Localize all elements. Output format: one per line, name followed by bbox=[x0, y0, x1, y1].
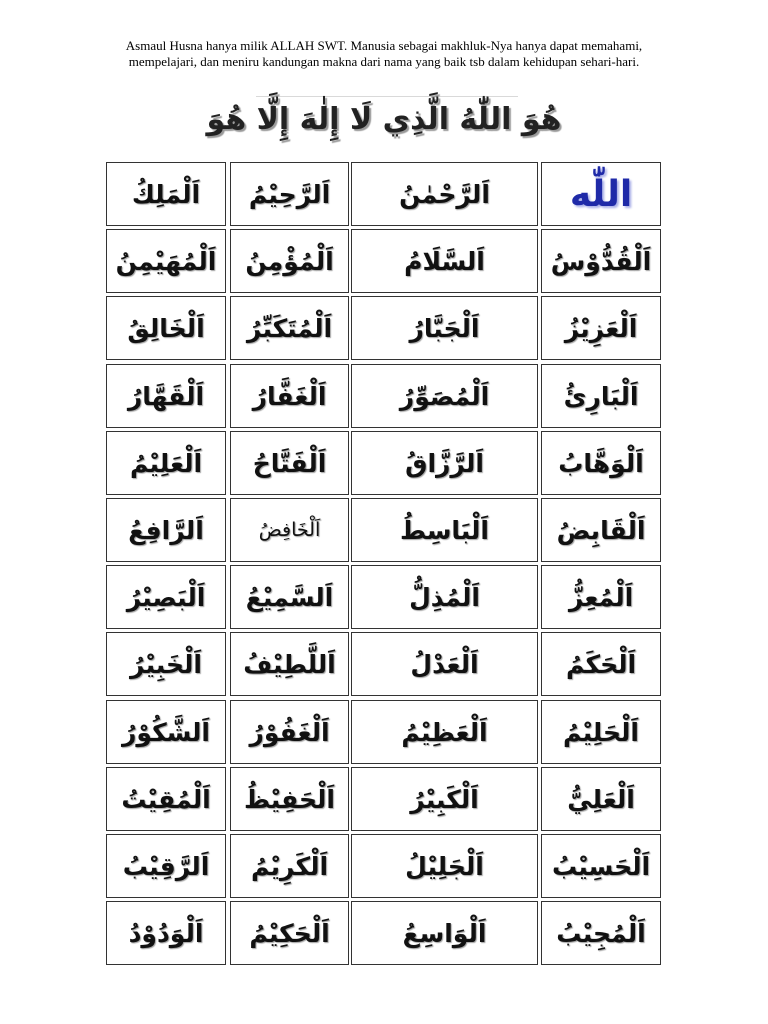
name-cell: اَللَّطِيْفُ bbox=[230, 632, 349, 696]
name-cell: اَلشَّكُوْرُ bbox=[106, 700, 226, 764]
name-cell: اَلْبَصِيْرُ bbox=[106, 565, 226, 629]
arabic-heading: هُوَ اللّٰهُ الَّذِي لَا إِلٰهَ إِلَّا هُوَ bbox=[206, 102, 562, 137]
name-cell: اَلْمُجِيْبُ bbox=[541, 901, 661, 965]
name-cell: اَلْعَزِيْزُ bbox=[541, 296, 661, 360]
name-cell: اَلْفَتَّاحُ bbox=[230, 431, 349, 495]
name-cell: اَلرَّحْمٰنُ bbox=[351, 162, 538, 226]
name-cell: اَلْقَابِضُ bbox=[541, 498, 661, 562]
name-cell: اَلْحَفِيْظُ bbox=[230, 767, 349, 831]
name-cell: اَلْمَلِكُ bbox=[106, 162, 226, 226]
intro-text bbox=[40, 38, 728, 70]
name-cell: اَلْكَبِيْرُ bbox=[351, 767, 538, 831]
name-cell: اَلْبَاسِطُ bbox=[351, 498, 538, 562]
name-cell: اَلرَّافِعُ bbox=[106, 498, 226, 562]
name-cell: اَلْمُهَيْمِنُ bbox=[106, 229, 226, 293]
name-cell: اَلْمُقِيْتُ bbox=[106, 767, 226, 831]
name-cell: اَلْغَفَّارُ bbox=[230, 364, 349, 428]
name-cell: اَلْقَهَّارُ bbox=[106, 364, 226, 428]
name-cell: اَلْكَرِيْمُ bbox=[230, 834, 349, 898]
name-cell: اَلْحَلِيْمُ bbox=[541, 700, 661, 764]
name-cell: اَلرَّزَّاقُ bbox=[351, 431, 538, 495]
name-cell: اَلْحَكَمُ bbox=[541, 632, 661, 696]
name-cell: اللّٰه bbox=[541, 162, 661, 226]
asmaul-husna-grid bbox=[106, 162, 661, 972]
name-cell: اَلْوَاسِعُ bbox=[351, 901, 538, 965]
intro-line-2: mempelajari, dan meniru kandungan makna dari nama yang baik tsb dalam kehidupan sehari-hari. bbox=[128, 54, 640, 69]
name-cell: اَلْحَسِيْبُ bbox=[541, 834, 661, 898]
name-cell: اَلْقُدُّوْسُ bbox=[541, 229, 661, 293]
name-cell: اَلْجَلِيْلُ bbox=[351, 834, 538, 898]
name-cell: اَلْوَدُوْدُ bbox=[106, 901, 226, 965]
name-cell: اَلسَّمِيْعُ bbox=[230, 565, 349, 629]
name-cell: اَلْبَارِئُ bbox=[541, 364, 661, 428]
name-cell: اَلْخَافِضُ bbox=[230, 498, 349, 562]
name-cell: اَلْعَظِيْمُ bbox=[351, 700, 538, 764]
name-cell: اَلْمُذِلُّ bbox=[351, 565, 538, 629]
name-cell: اَلْمُعِزُّ bbox=[541, 565, 661, 629]
name-cell: اَلْخَبِيْرُ bbox=[106, 632, 226, 696]
name-cell: اَلْعَلِيْمُ bbox=[106, 431, 226, 495]
name-cell: اَلْجَبَّارُ bbox=[351, 296, 538, 360]
name-cell: اَلْغَفُوْرُ bbox=[230, 700, 349, 764]
name-cell: اَلْخَالِقُ bbox=[106, 296, 226, 360]
name-cell: اَلْمُصَوِّرُ bbox=[351, 364, 538, 428]
name-cell: اَلْحَكِيْمُ bbox=[230, 901, 349, 965]
name-cell: اَلْمُتَكَبِّرُ bbox=[230, 296, 349, 360]
name-cell: اَلرَّحِيْمُ bbox=[230, 162, 349, 226]
name-cell: اَلْعَدْلُ bbox=[351, 632, 538, 696]
name-cell: اَلْعَلِيُّ bbox=[541, 767, 661, 831]
name-cell: اَلرَّقِيْبُ bbox=[106, 834, 226, 898]
name-cell: اَلْمُؤْمِنُ bbox=[230, 229, 349, 293]
intro-line-1: Asmaul Husna hanya milik ALLAH SWT. Manusia sebagai makhluk-Nya hanya dapat memahami, bbox=[125, 38, 643, 53]
name-cell: اَلسَّلَامُ bbox=[351, 229, 538, 293]
name-cell: اَلْوَهَّابُ bbox=[541, 431, 661, 495]
